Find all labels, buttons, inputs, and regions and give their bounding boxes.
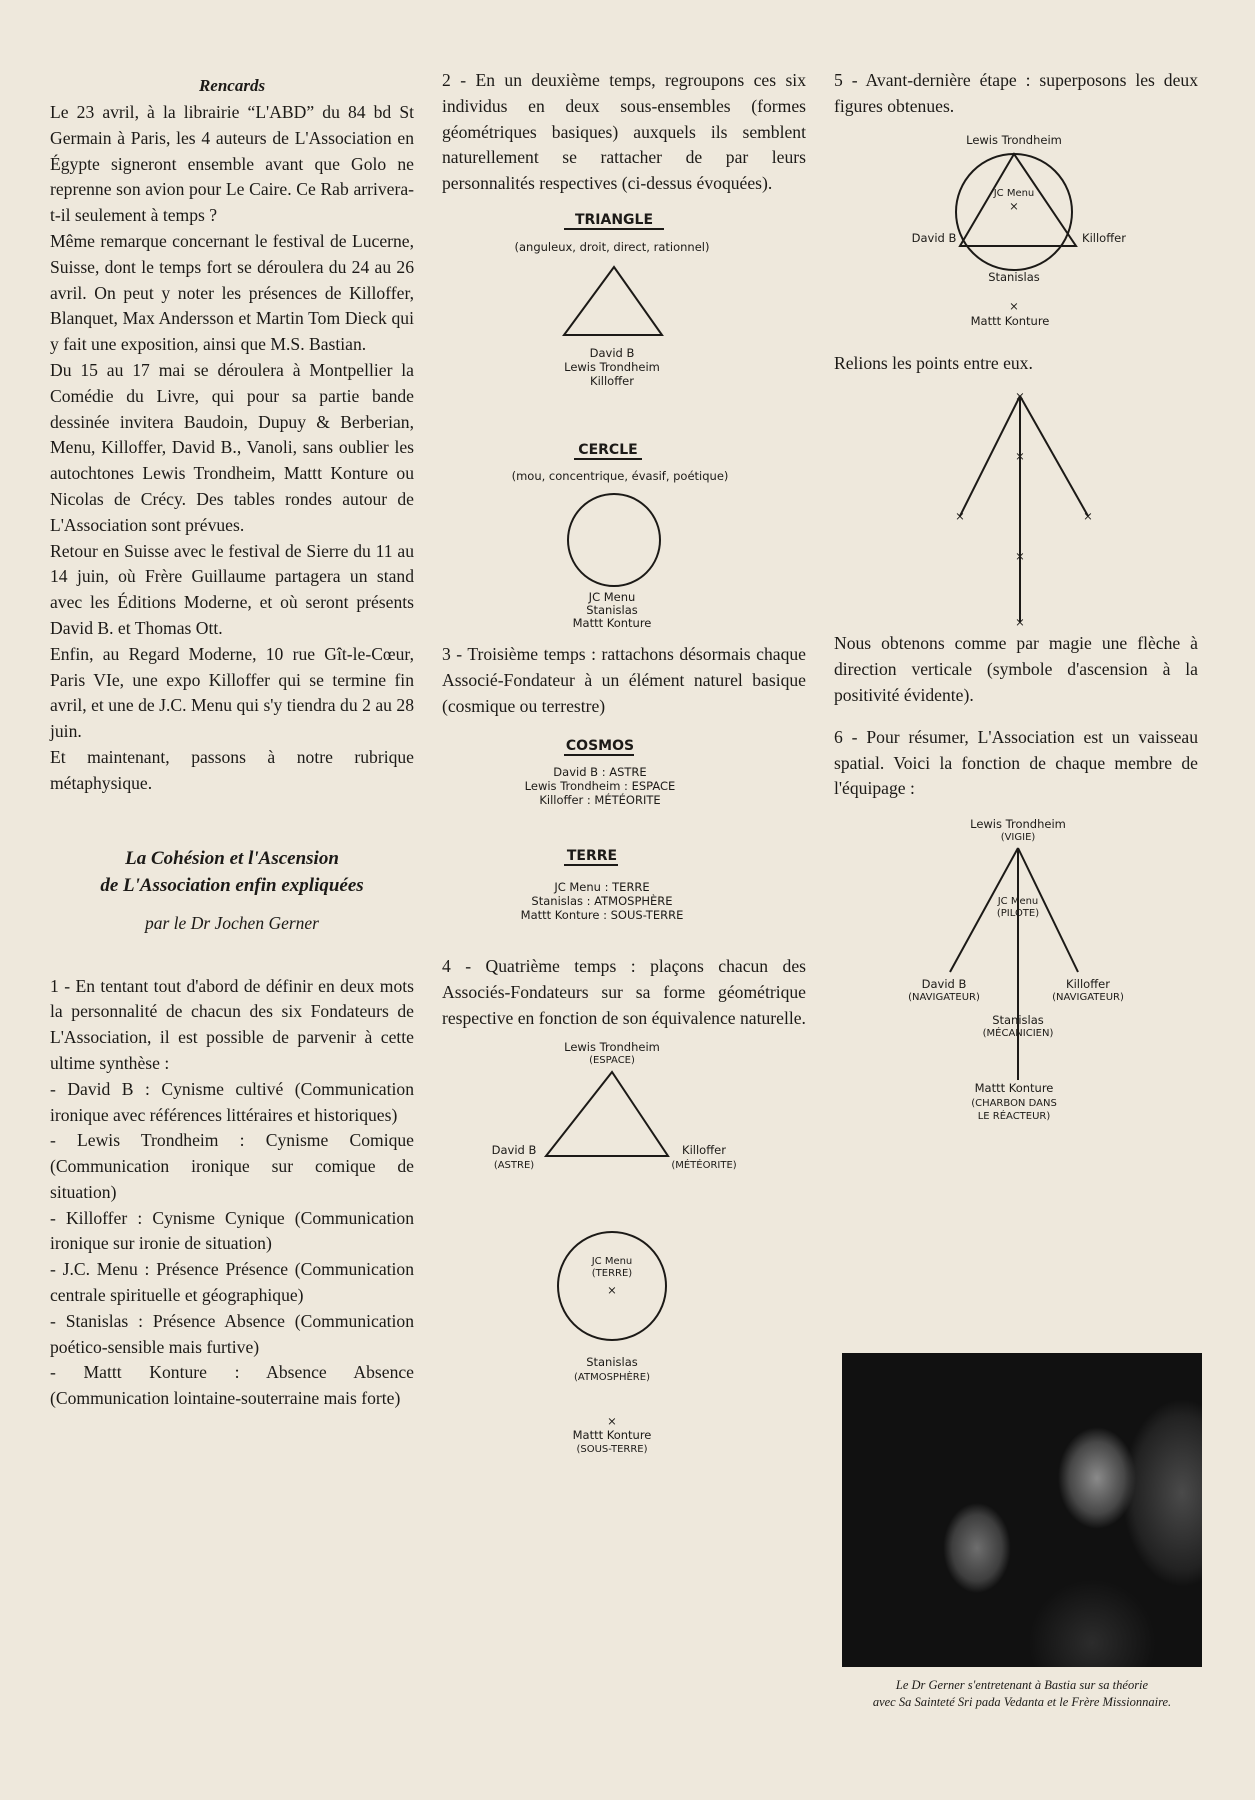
svg-text:×: × [1009,298,1019,313]
founder-entry: - Killoffer : Cynisme Cynique (Communication ironique sur ironie de situation) [50,1207,414,1254]
svg-text:×: × [1015,449,1025,464]
crew-menu: JC Menu [997,896,1039,908]
step-3-text: 3 - Troisième temps : rattachons désormais chaque Associé-Fondateur à un élément naturel basique (cosmique ou terrestre) [442,643,806,716]
svg-text:×: × [1015,549,1025,564]
photo-caption-line-2: avec Sa Sainteté Sri pada Vedanta et le Frère Missionnaire. [872,1695,1172,1709]
triangle-name: Lewis Trondheim [564,359,660,374]
crew-killoffer-role: (NAVIGATEUR) [1052,992,1124,1004]
svg-text:×: × [955,509,965,524]
founder-entry: - Lewis Trondheim : Cynisme Comique (Communication ironique sur comique de situation) [50,1130,414,1202]
article-byline: par le Dr Jochen Gerner [145,912,319,933]
circle-shape [568,494,660,586]
cosmos-line: Killoffer : MÉTÉORITE [539,793,661,808]
svg-text:×: × [607,1282,617,1297]
step-2-text: 2 - En un deuxième temps, regroupons ces six individus en deux sous-ensembles (formes géométriques basiques) auxquels ils semblent naturellement se rattacher de par leurs personnalités respectives (ci-dessus évoquées). [442,70,806,194]
photo-caption [838,1677,1206,1711]
obtenons-text: Nous obtenons comme par magie une flèche à direction verticale (symbole d'ascension à la positivité évidente). [834,633,1198,705]
founder-entry: - David B : Cynisme cultivé (Communication ironique avec références littéraires et historiques) [50,1078,414,1125]
label-stanislas-role: (ATMOSPHÈRE) [574,1371,650,1383]
terre-line: Mattt Konture : SOUS-TERRE [520,908,684,923]
triangle-shape [564,267,662,335]
label-menu: JC Menu [591,1255,633,1267]
label-stanislas: Stanislas [586,1354,638,1369]
crew-stanislas: Stanislas [992,1013,1044,1028]
label-david-role: (ASTRE) [493,1159,535,1171]
photo-caption-line-1: Le Dr Gerner s'entretenant à Bastia sur sa théorie [895,1678,1149,1692]
crew-menu-role: (PILOTE) [996,908,1040,920]
terre-title: TERRE [566,848,618,865]
rencards-paragraph: Enfin, au Regard Moderne, 10 rue Gît-le-Cœur, Paris VIe, une expo Killoffer qui se termine fin avril, et une de J.C. Menu qui s'y tiendra du 2 au 28 juin. [50,643,414,742]
crew-konture: Mattt Konture [974,1081,1054,1096]
triangle-circle-sketch [442,197,806,637]
label-lewis-role: (ESPACE) [589,1054,635,1066]
crew-lewis-role: (VIGIE) [1000,832,1036,844]
article-title-line-1: La Cohésion et l'Ascension [125,847,339,869]
rencards-heading: Rencards [198,76,266,95]
terre-line: Stanislas : ATMOSPHÈRE [531,894,673,909]
s5-konture: Mattt Konture [970,313,1050,328]
arrow-sketch [834,376,1198,626]
svg-text:×: × [607,1413,617,1428]
column-2 [442,68,806,1477]
rencards-paragraph: Le 23 avril, à la librairie “L'ABD” du 84 bd St Germain à Paris, les 4 auteurs de L'Association en Égypte signeront ensemble avant que Golo ne reprenne son avion pour Le Caire. Ce Rab arrivera-t-il seulement à temps ? [50,102,414,226]
cercle-name: JC Menu [588,589,636,604]
relions-text: Relions les points entre eux. [834,352,1033,373]
cercle-name: Stanislas [586,602,638,617]
step-5-sketch [834,120,1198,340]
crew-killoffer: Killoffer [1066,977,1110,992]
svg-text:×: × [1083,509,1093,524]
crew-konture-role-2: LE RÉACTEUR) [977,1111,1051,1123]
rencards-paragraph: Retour en Suisse avec le festival de Sierre du 11 au 14 juin, où Frère Guillaume partagera un stand avec les Éditions Moderne, et où seront présents David B. et Thomas Ott. [50,540,414,638]
step-4-text: 4 - Quatrième temps : plaçons chacun des Associés-Fondateurs sur sa forme géométrique respective en fonction de son équivalence naturelle. [442,956,806,1028]
cercle-subtitle: (mou, concentrique, évasif, poétique) [511,468,729,483]
cosmos-title: COSMOS [565,738,635,755]
triangle-subtitle: (anguleux, droit, direct, rationnel) [514,239,710,254]
step-6-text: 6 - Pour résumer, L'Association est un vaisseau spatial. Voici la fonction de chaque membre de l'équipage : [834,726,1198,799]
label-killoffer-role: (MÉTÉORITE) [671,1159,737,1171]
cosmos-line: David B : ASTRE [553,765,647,780]
crew-lewis: Lewis Trondheim [970,817,1066,832]
s5-david: David B [911,230,957,245]
crew-konture-role-1: (CHARBON DANS [971,1098,1057,1110]
photograph [842,1353,1202,1667]
rencards-paragraph: Et maintenant, passons à notre rubrique métaphysique. [50,746,414,793]
label-lewis: Lewis Trondheim [564,1039,660,1054]
label-menu-role: (TERRE) [591,1267,633,1279]
s5-killoffer: Killoffer [1082,230,1126,245]
crew-sketch [834,802,1198,1132]
triangle-title: TRIANGLE [574,211,654,228]
terre-line: JC Menu : TERRE [554,880,650,895]
label-konture-role: (SOUS-TERRE) [576,1443,648,1455]
step-5-text: 5 - Avant-dernière étape : superposons les deux figures obtenues. [834,70,1198,116]
label-killoffer: Killoffer [682,1142,726,1157]
s5-stanislas: Stanislas [988,269,1040,284]
cosmos-line: Lewis Trondheim : ESPACE [524,779,676,794]
rencards-paragraph: Du 15 au 17 mai se déroulera à Montpellier la Comédie du Livre, qui pour sa partie bande dessinée invitera Baudoin, Dupuy & Berberian, Menu, Killoffer, David B., Vanoli, sans oublier les autochtones Lewis Trondheim, Mattt Konture ou Nicolas de Crécy. Des tables rondes autour de L'Association sont prévues. [50,359,414,535]
article-title-line-2: de L'Association enfin expliquées [100,874,364,896]
cercle-name: Mattt Konture [572,615,652,630]
arrow-wing-right [1020,396,1088,516]
column-1 [50,68,414,1412]
founder-entry: - Stanislas : Présence Absence (Communication poético-sensible mais furtive) [50,1310,414,1357]
svg-text:×: × [1015,389,1025,404]
svg-text:×: × [1015,615,1025,627]
arrow-wing-left [960,396,1020,516]
crew-stanislas-role: (MÉCANICIEN) [982,1028,1054,1040]
triangle-name: David B [589,345,635,360]
label-konture: Mattt Konture [572,1427,652,1442]
step-1-intro: 1 - En tentant tout d'abord de définir en deux mots la personnalité de chacun des six Fondateurs de L'Association, il est possible de parvenir à cette ultime synthèse : [50,975,414,1073]
founder-entry: - Mattt Konture : Absence Absence (Communication lointaine-souterraine mais forte) [50,1362,414,1409]
crew-david: David B [921,977,967,992]
label-david: David B [491,1142,537,1157]
crew-david-role: (NAVIGATEUR) [908,992,980,1004]
s5-menu: JC Menu [993,187,1035,199]
step-4-sketch [442,1032,806,1472]
founder-entry: - J.C. Menu : Présence Présence (Communication centrale spirituelle et géographique) [50,1259,414,1306]
cosmos-terre-sketch [442,719,806,949]
cercle-title: CERCLE [578,441,638,458]
column-3 [834,68,1198,1137]
step-4-triangle [546,1072,668,1156]
s5-lewis: Lewis Trondheim [966,132,1062,147]
rencards-paragraph: Même remarque concernant le festival de Lucerne, Suisse, dont le temps fort se déroulera du 24 au 26 avril. On peut y noter les présences de Killoffer, Blanquet, Max Andersson et Martin Tom Dieck qui y fait une exposition, ainsi que M.S. Bastian. [50,230,414,355]
svg-text:×: × [1009,198,1019,213]
triangle-name: Killoffer [590,373,634,388]
